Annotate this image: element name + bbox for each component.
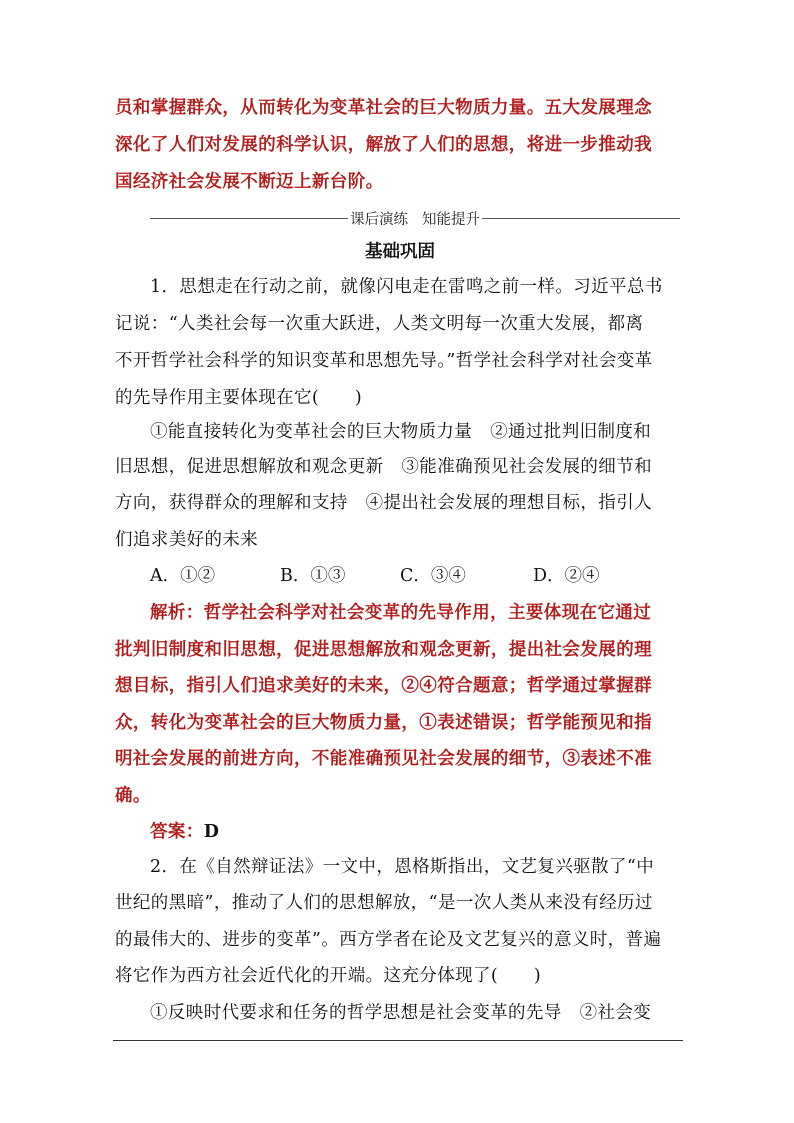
q2-line-4: 将它作为西方社会近代化的开端。这充分体现了( )	[115, 966, 542, 986]
divider-rule-right	[482, 218, 680, 219]
q1-analysis-line-4: 众，转化为变革社会的巨大物质力量，①表述错误；哲学能预见和指	[115, 713, 652, 733]
q1-analysis-line-6: 确。	[115, 786, 151, 806]
q1-line-4: 的先导作用主要体现在它( )	[115, 388, 363, 408]
q1-line-2: 记说：“人类社会每一次重大跃进，人类文明每一次重大发展，都离	[115, 314, 644, 334]
section-title-left: 课后演练	[350, 211, 408, 228]
answer-label: 答案：	[150, 822, 204, 842]
q1-answer	[150, 821, 685, 843]
q1-option-a: A．①②	[150, 566, 216, 586]
q1-analysis-line-2: 批判旧制度和旧思想，促进思想解放和观念更新，提出社会发展的理	[115, 640, 652, 660]
analysis-label: 解析：	[150, 603, 204, 623]
section-subtitle: 基础巩固	[365, 242, 435, 262]
q2-line-2: 世纪的黑暗”，推动了人们的思想解放，“是一次人类从来没有经历过	[115, 893, 653, 913]
q1-analysis-line-1	[150, 602, 685, 624]
section-title	[348, 208, 482, 229]
q1-line-1: 1．思想走在行动之前，就像闪电走在雷鸣之前一样。习近平总书	[150, 277, 663, 297]
intro-line-3: 国经济社会发展不断迈上新台阶。	[115, 172, 384, 192]
analysis-text: 哲学社会科学对社会变革的先导作用，主要体现在它通过	[203, 603, 652, 623]
q2-line-1: 2．在《自然辩证法》一文中，恩格斯指出，文艺复兴驱散了“中	[150, 857, 655, 877]
section-title-right: 知能提升	[422, 211, 480, 228]
q1-option-b: B．①③	[280, 566, 346, 586]
q1-analysis-line-5: 明社会发展的前进方向，不能准确预见社会发展的细节，③表述不准	[115, 749, 652, 769]
q1-statement-2: 旧思想，促进思想解放和观念更新 ③能准确预见社会发展的细节和	[115, 457, 652, 477]
q2-statement-1: ①反映时代要求和任务的哲学思想是社会变革的先导 ②社会变	[150, 1003, 652, 1023]
q2-line-3: 的最伟大的、进步的变革”。西方学者在论及文艺复兴的意义时，普遍	[115, 930, 662, 950]
q1-statement-4: 们追求美好的未来	[115, 530, 259, 550]
intro-line-1: 员和掌握群众，从而转化为变革社会的巨大物质力量。五大发展理念	[115, 98, 652, 118]
section-divider	[150, 207, 680, 229]
q1-analysis-line-3: 想目标，指引人们追求美好的未来，②④符合题意；哲学通过掌握群	[115, 676, 652, 696]
answer-value: D	[203, 822, 220, 842]
intro-line-2: 深化了人们对发展的科学认识，解放了人们的思想，将进一步推动我	[115, 135, 652, 155]
q1-line-3: 不开哲学社会科学的知识变革和思想先导。”哲学社会科学对社会变革	[115, 351, 653, 371]
page-bottom-rule	[113, 1040, 683, 1041]
q1-statement-1: ①能直接转化为变革社会的巨大物质力量 ②通过批判旧制度和	[150, 422, 652, 442]
q1-option-c: C．③④	[400, 566, 466, 586]
q1-statement-3: 方向，获得群众的理解和支持 ④提出社会发展的理想目标，指引人	[115, 493, 652, 513]
divider-rule-left	[150, 218, 348, 219]
q1-option-d: D．②④	[533, 566, 600, 586]
